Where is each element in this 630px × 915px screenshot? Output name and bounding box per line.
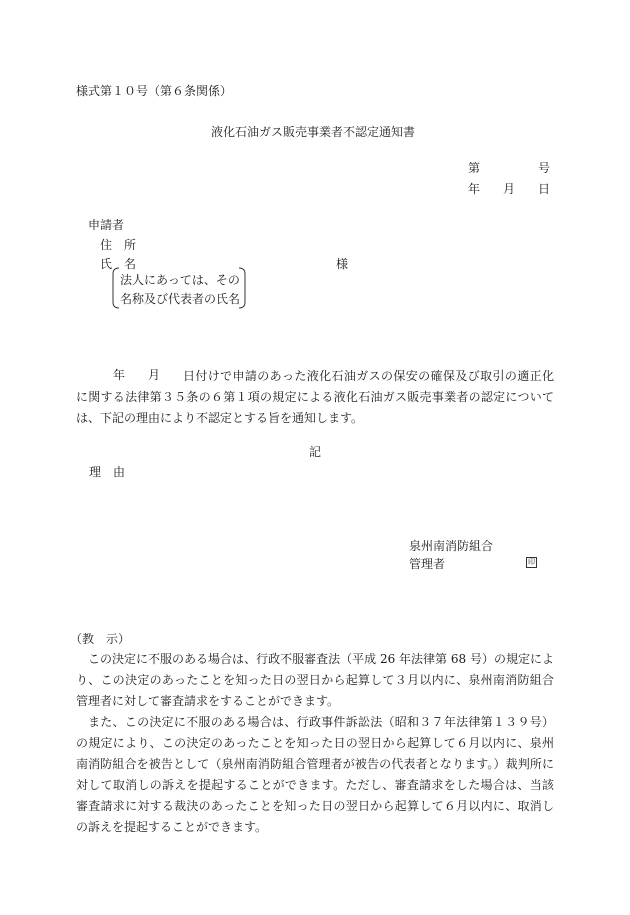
document-title: 液化石油ガス販売事業者不認定通知書 — [211, 125, 416, 139]
date-day: 日 — [538, 182, 551, 196]
body-paragraph: 日付けで申請のあった液化石油ガスの保安の確保及び取引の適正化に関する法律第３５条の６第１項の規定による液化石油ガス販売事業者の認定については、下記の理由により不認定とする旨を通知します。 — [76, 369, 554, 425]
corporation-note-line2: 名称及び代表者の氏名 — [120, 292, 241, 306]
doc-number-suffix: 号 — [538, 161, 551, 175]
body-month: 月 — [148, 368, 161, 382]
seal-mark: 印 — [528, 558, 535, 566]
date-year: 年 — [468, 182, 481, 196]
issuer-organization: 泉州南消防組合 — [409, 539, 494, 553]
notice-heading: （教 示） — [70, 632, 131, 646]
reason-label: 理 由 — [89, 465, 126, 479]
issuer-title: 管理者 — [409, 557, 446, 571]
applicant-address-label: 住 所 — [100, 238, 137, 252]
applicant-heading: 申請者 — [88, 218, 125, 232]
honorific: 様 — [336, 257, 349, 271]
body-year: 年 — [113, 368, 126, 382]
notice-paragraph-2: また、この決定に不服のある場合は、行政事件訴訟法（昭和３７年法律第１３９号）の規定により、この決定のあったことを知った日の翌日から起算して６月以内に、泉州南消防組合を被告として（泉州南消防組合管理者が被告の代表者となります。）裁判所に対して取消しの訴えを提起することができます。ただし、審査請求をした場合は、当該審査請求に対する裁決のあったことを知った日の翌日から起算して６月以内に、取消しの訴えを提起することができます。 — [76, 715, 554, 834]
date-month: 月 — [503, 182, 516, 196]
form-number: 様式第１０号（第６条関係） — [76, 84, 233, 98]
applicant-name-label: 氏 名 — [100, 257, 137, 271]
ki-heading: 記 — [309, 445, 322, 459]
corporation-note-line1: 法人にあっては、その — [120, 273, 240, 287]
notice-paragraph-1: この決定に不服のある場合は、行政不服審査法（平成 26 年法律第 68 号）の規定により、この決定のあったことを知った日の翌日から起算して３月以内に、泉州南消防組合管理者に対して審査請求をすることができます。 — [76, 652, 554, 708]
doc-number-prefix: 第 — [468, 161, 481, 175]
